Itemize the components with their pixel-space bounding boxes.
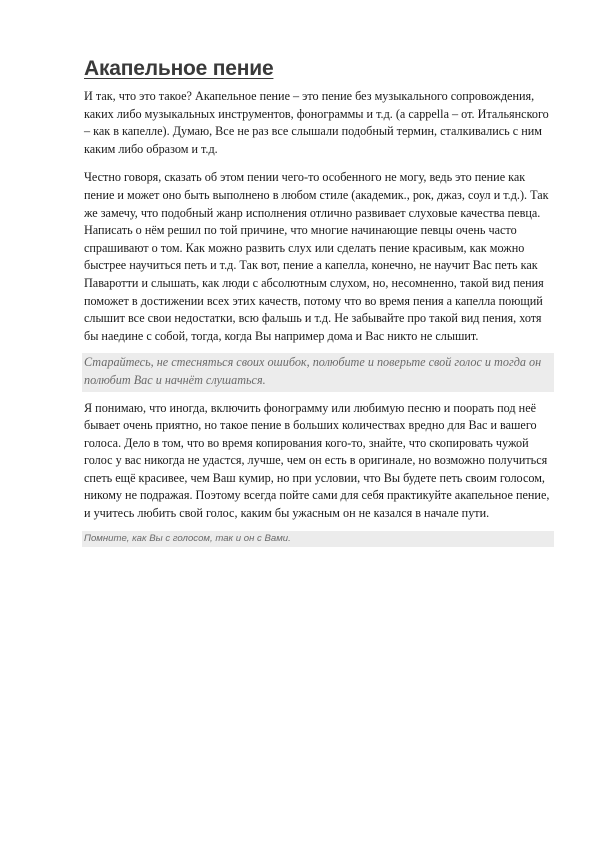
paragraph-understand: Я понимаю, что иногда, включить фонограмму или любимую песню и поорать под неё бывает очень приятно, но такое пение в больших количествах вредно для Вас и вашего голоса. Дело в том, что во время копирования кого-то, знайте, что скопировать чужой голос у вас никогда не удастся, лучше, чем он есть в оригинале, но возможно получиться спеть ещё красивее, чем Ваш кумир, но при условии, что Вы будете петь своим голосом, никому не подражая. Поэтому всегда пойте сами для себя практикуйте акапельное пение, и учитесь любить свой голос, каким бы ужасным он не казался в начале пути. <box>84 400 550 521</box>
paragraph-spacer <box>84 523 554 531</box>
paragraph-intro: И так, что это такое? Акапельное пение – это пение без музыкального сопровождения, каких либо музыкальных инструментов, фонограммы и т.д. (a cappella – от. Итальянского – как в капелле). Думаю, Все не раз все слышали подобный термин, сталкивались с ним каким либо образом и т.д. <box>84 89 549 156</box>
document-title: Акапельное пение <box>84 57 274 80</box>
paragraph-honestly: Честно говоря, сказать об этом пении чего-то особенного не могу, ведь это пение как пение и может оно быть выполнено в любом стиле (академик., рок, джаз, соул и т.д.). Так же замечу, что подобный жанр исполнения отлично развивает слуховые качества певца. <box>84 170 549 220</box>
paragraph-reason: Написать о нём решил по той причине, что многие начинающие певцы очень часто спрашивают о том. Как можно развить слух или сделать пение красивым, как можно быстрее научиться петь и т.д. Так вот, пение а капелла, конечно, не научит Вас петь как Паваротти и слышать, как люди с абсолютным слухом, но, несомненно, такой вид пения поможет в достижении всех этих качеств, потому что во время пения а капелла поющий слышит все свои недостатки, всю фальшь и т.д. Не забывайте про такой вид пения, хотя бы наедине с собой, тогда, когда Вы например дома и Вас никто не слышит. <box>84 223 544 343</box>
highlighted-quote: Старайтесь, не стесняться своих ошибок, полюбите и поверьте свой голос и тогда он полюбит Вас и начнёт слушаться. <box>82 353 554 391</box>
highlighted-note: Помните, как Вы с голосом, так и он с Вами. <box>82 531 554 547</box>
paragraph-spacer <box>84 392 554 400</box>
document-page <box>84 56 554 547</box>
paragraph-spacer <box>84 158 554 169</box>
paragraph-spacer <box>84 345 554 353</box>
